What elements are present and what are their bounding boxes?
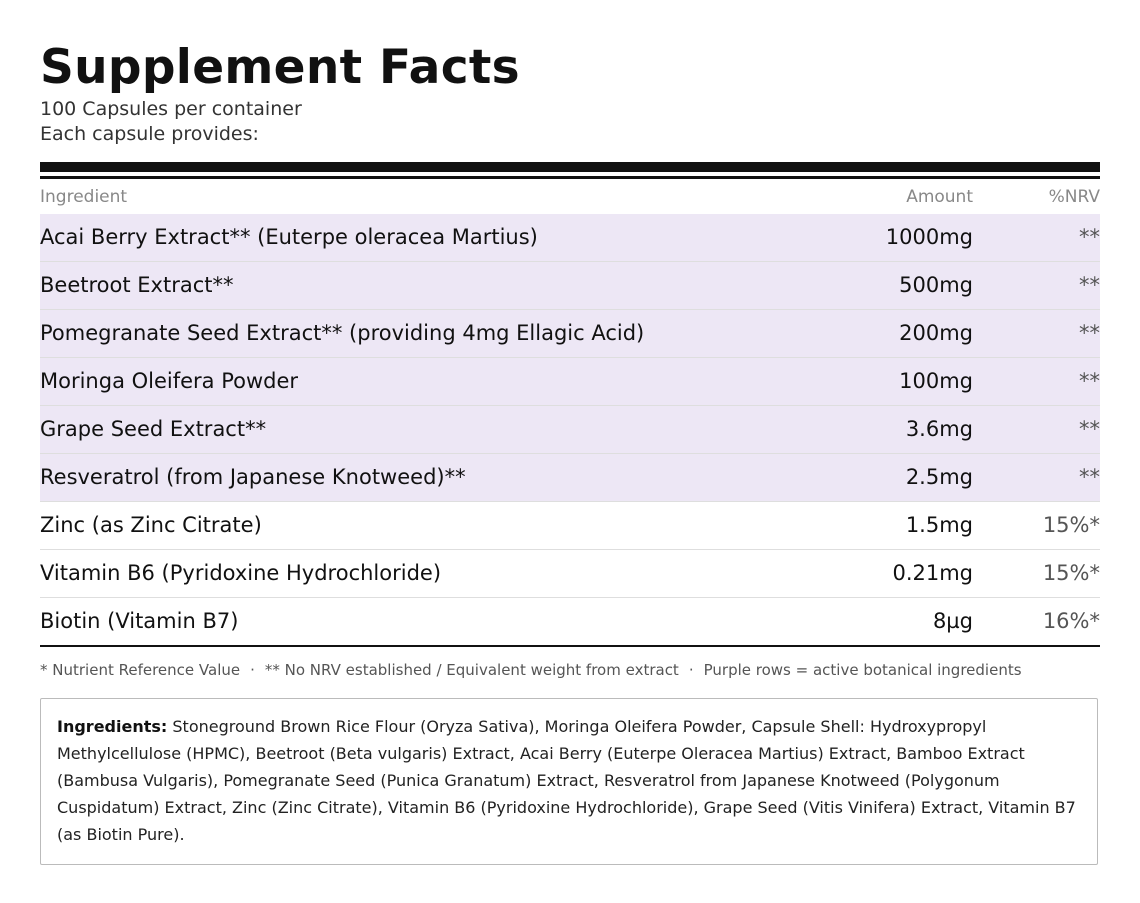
nutrient-table — [40, 214, 1100, 647]
row-nrv: ** — [1079, 273, 1100, 297]
table-row — [40, 550, 1100, 598]
row-nrv: ** — [1079, 417, 1100, 441]
row-amount: 200mg — [899, 321, 973, 345]
table-row — [40, 598, 1100, 647]
row-ingredient: Vitamin B6 (Pyridoxine Hydrochloride) — [40, 561, 442, 585]
row-ingredient: Moringa Oleifera Powder — [40, 369, 299, 393]
table-row — [40, 310, 1100, 358]
row-nrv: ** — [1079, 369, 1100, 393]
column-header-ingredient: Ingredient — [40, 187, 128, 207]
row-amount: 1.5mg — [905, 513, 973, 537]
row-amount: 3.6mg — [905, 417, 973, 441]
row-amount: 500mg — [899, 273, 973, 297]
ingredients-text: Stoneground Brown Rice Flour (Oryza Sativa), Moringa Oleifera Powder, Capsule Shell: Hydroxypropyl Methylcellulose (HPMC), Beetroot (Beta vulgaris) Extract, Acai Berry (Euterpe Oleracea Martius) Extract, Bamboo Extract (Bambusa Vulgaris), Pomegranate Seed (Punica Granatum) Extract, Resveratrol from Japanese Knotweed (Polygonum Cuspidatum) Extract, Zinc (Zinc Citrate), Vitamin B6 (Pyridoxine Hydrochloride), Grape Seed (Vitis Vinifera) Extract, Vitamin B7 (as Biotin Pure). — [57, 717, 1076, 844]
thin-divider — [40, 176, 1100, 179]
row-nrv: 15%* — [1042, 561, 1100, 585]
page-title: Supplement Facts — [40, 40, 520, 95]
row-amount: 100mg — [899, 369, 973, 393]
servings-per-container: 100 Capsules per container — [40, 98, 302, 120]
footnote-separator: · — [250, 661, 255, 679]
row-ingredient: Zinc (as Zinc Citrate) — [40, 513, 262, 537]
row-amount: 1000mg — [885, 225, 973, 249]
ingredients-label: Ingredients: — [57, 717, 168, 736]
row-nrv: ** — [1079, 465, 1100, 489]
footnote-nrv: * Nutrient Reference Value — [40, 661, 241, 679]
row-nrv: ** — [1079, 321, 1100, 345]
row-ingredient: Pomegranate Seed Extract** (providing 4mg Ellagic Acid) — [40, 321, 645, 345]
row-ingredient: Biotin (Vitamin B7) — [40, 609, 239, 633]
table-row — [40, 262, 1100, 310]
row-amount: 2.5mg — [905, 465, 973, 489]
row-nrv: 15%* — [1042, 513, 1100, 537]
table-header — [40, 184, 1100, 210]
footnote-legend: Purple rows = active botanical ingredients — [703, 661, 1022, 679]
table-row — [40, 502, 1100, 550]
table-row — [40, 214, 1100, 262]
footnote-separator: · — [688, 661, 694, 679]
footnote-no-nrv: ** No NRV established / Equivalent weight from extract — [264, 661, 679, 679]
serving-description: Each capsule provides: — [40, 123, 259, 145]
table-row — [40, 358, 1100, 406]
row-ingredient: Resveratrol (from Japanese Knotweed)** — [40, 465, 466, 489]
row-nrv: ** — [1079, 225, 1100, 249]
table-row — [40, 454, 1100, 502]
row-amount: 0.21mg — [892, 561, 973, 585]
thick-divider — [40, 162, 1100, 172]
row-ingredient: Acai Berry Extract** (Euterpe oleracea Martius) — [40, 225, 538, 249]
ingredients-box — [40, 698, 1098, 865]
row-ingredient: Beetroot Extract** — [40, 273, 234, 297]
row-amount: 8µg — [932, 609, 973, 633]
table-row — [40, 406, 1100, 454]
row-ingredient: Grape Seed Extract** — [40, 417, 267, 441]
column-header-nrv: %NRV — [1048, 187, 1100, 207]
column-header-amount: Amount — [906, 187, 973, 207]
footnotes — [40, 659, 1022, 681]
row-nrv: 16%* — [1042, 609, 1100, 633]
